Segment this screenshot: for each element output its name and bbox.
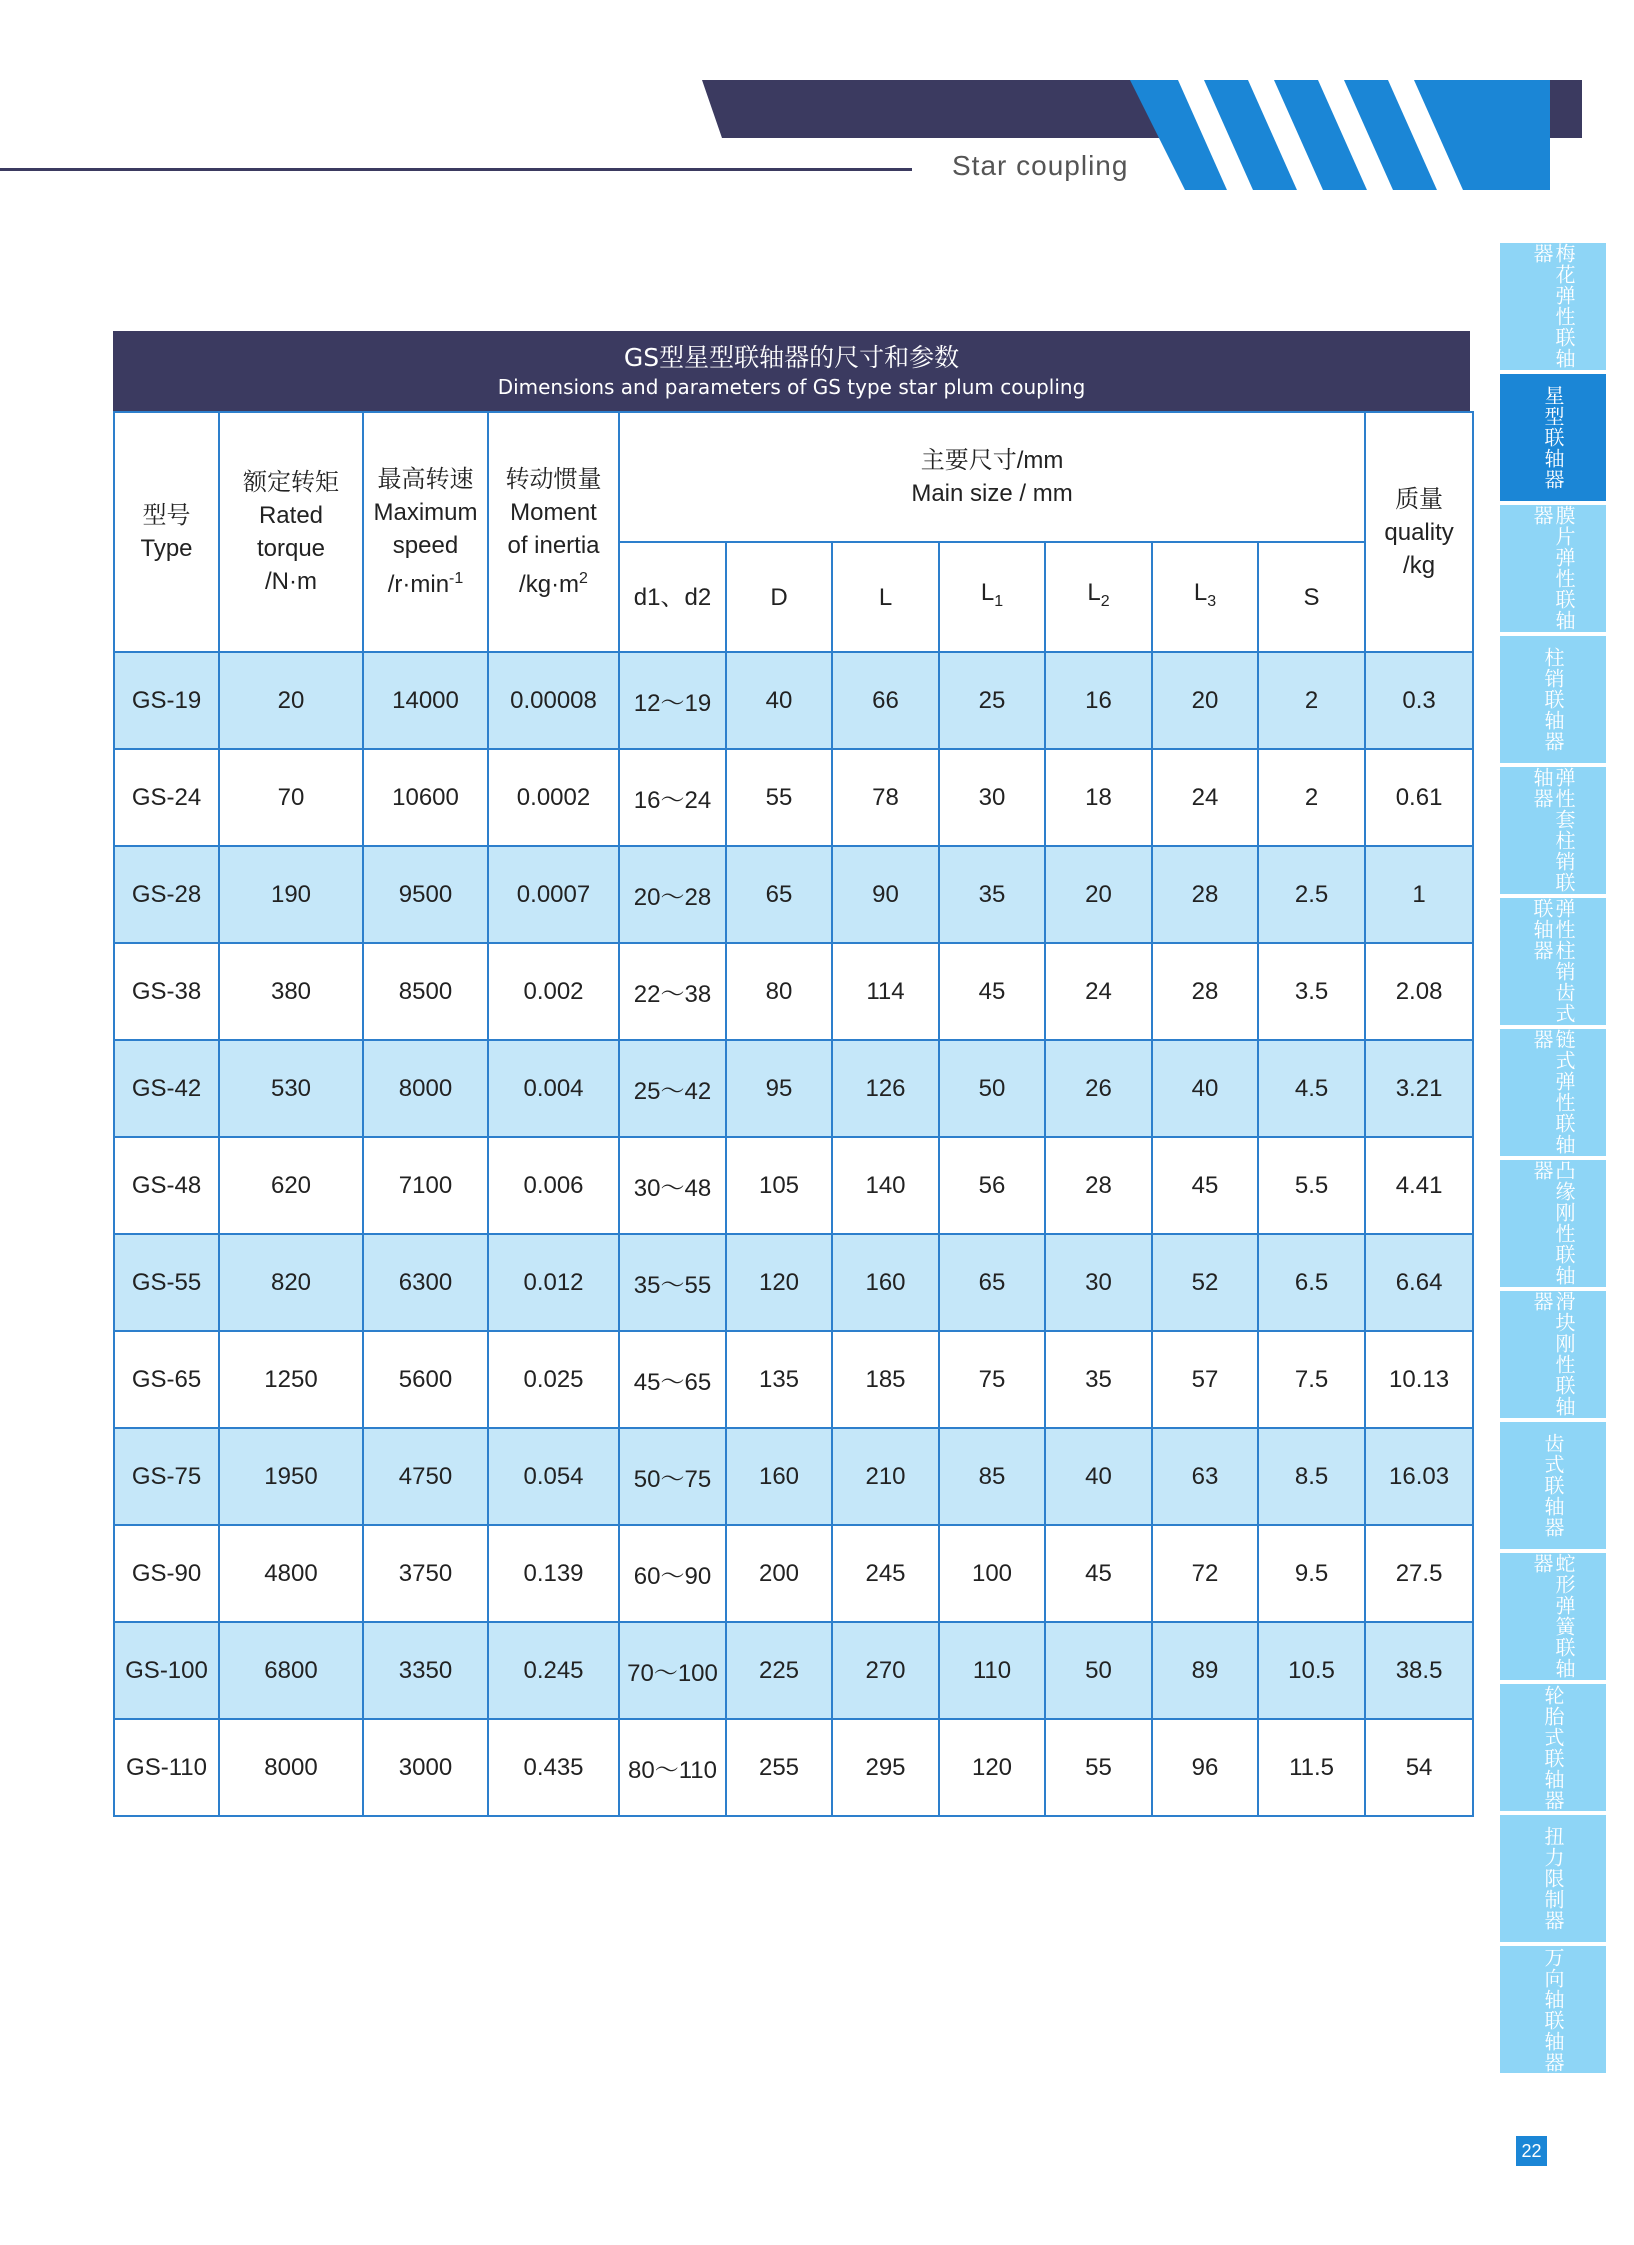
table-cell: 80～110 bbox=[619, 1719, 726, 1816]
table-cell: 4.5 bbox=[1258, 1040, 1365, 1137]
table-cell: 85 bbox=[939, 1428, 1045, 1525]
table-cell: 72 bbox=[1152, 1525, 1258, 1622]
table-cell: 66 bbox=[832, 652, 939, 749]
sidebar-tab-label: 膜片弹性联轴器 bbox=[1530, 505, 1576, 631]
table-cell: 20 bbox=[219, 652, 363, 749]
sidebar-tab[interactable] bbox=[1500, 1291, 1606, 1418]
table-cell: 11.5 bbox=[1258, 1719, 1365, 1816]
sidebar-tab-label: 弹性套柱销联轴器 bbox=[1530, 767, 1576, 893]
table-cell: 30 bbox=[939, 749, 1045, 846]
table-cell: GS-24 bbox=[114, 749, 219, 846]
table-cell: 30～48 bbox=[619, 1137, 726, 1234]
table-cell: 7100 bbox=[363, 1137, 488, 1234]
table-cell: 20 bbox=[1045, 846, 1152, 943]
table-cell: 95 bbox=[726, 1040, 832, 1137]
table-cell: 3.21 bbox=[1365, 1040, 1473, 1137]
sidebar-tab-label: 凸缘刚性联轴器 bbox=[1530, 1160, 1576, 1286]
table-cell: 10600 bbox=[363, 749, 488, 846]
table-cell: 2 bbox=[1258, 749, 1365, 846]
header-rule bbox=[0, 168, 912, 171]
table-cell: 140 bbox=[832, 1137, 939, 1234]
table-cell: 16～24 bbox=[619, 749, 726, 846]
table-row bbox=[114, 1719, 1473, 1816]
table-cell: 6.64 bbox=[1365, 1234, 1473, 1331]
table-cell: 9.5 bbox=[1258, 1525, 1365, 1622]
table-cell: 0.002 bbox=[488, 943, 619, 1040]
sidebar-tab-label: 轮胎式联轴器 bbox=[1541, 1684, 1565, 1811]
sidebar-tab[interactable] bbox=[1500, 374, 1606, 501]
table-cell: 70 bbox=[219, 749, 363, 846]
header-max-speed: 最高转速 Maximum speed $/r\cdot\min^{-1}$ bbox=[363, 412, 488, 652]
table-cell: 160 bbox=[832, 1234, 939, 1331]
table-cell: 295 bbox=[832, 1719, 939, 1816]
table-title bbox=[113, 331, 1470, 411]
header-L2: $L_2$ bbox=[1045, 542, 1152, 652]
table-cell: 65 bbox=[939, 1234, 1045, 1331]
sidebar-tab[interactable] bbox=[1500, 636, 1606, 763]
table-cell: 18 bbox=[1045, 749, 1152, 846]
table-row bbox=[114, 1525, 1473, 1622]
table-cell: 100 bbox=[939, 1525, 1045, 1622]
table-cell: GS-110 bbox=[114, 1719, 219, 1816]
table-cell: 55 bbox=[1045, 1719, 1152, 1816]
header-moment-of-inertia: 转动惯量 Moment of inertia $/kg\cdot m^2$ bbox=[488, 412, 619, 652]
table-cell: 30 bbox=[1045, 1234, 1152, 1331]
table-row bbox=[114, 1622, 1473, 1719]
table-cell: 25～42 bbox=[619, 1040, 726, 1137]
table-cell: 0.025 bbox=[488, 1331, 619, 1428]
table-cell: 225 bbox=[726, 1622, 832, 1719]
table-cell: 22～38 bbox=[619, 943, 726, 1040]
header-mass: 质量 quality /kg bbox=[1365, 412, 1473, 652]
table-cell: 2.5 bbox=[1258, 846, 1365, 943]
table-cell: 4.41 bbox=[1365, 1137, 1473, 1234]
category-tabs bbox=[1500, 243, 1606, 2077]
table-row bbox=[114, 943, 1473, 1040]
table-cell: 55 bbox=[726, 749, 832, 846]
table-row bbox=[114, 652, 1473, 749]
table-cell: 16 bbox=[1045, 652, 1152, 749]
sidebar-tab[interactable] bbox=[1500, 898, 1606, 1025]
table-cell: 28 bbox=[1152, 943, 1258, 1040]
table-cell: 40 bbox=[726, 652, 832, 749]
table-cell: 20 bbox=[1152, 652, 1258, 749]
table-cell: GS-55 bbox=[114, 1234, 219, 1331]
table-cell: 12～19 bbox=[619, 652, 726, 749]
sidebar-tab-label: 星型联轴器 bbox=[1541, 385, 1565, 490]
table-cell: 9500 bbox=[363, 846, 488, 943]
table-cell: 380 bbox=[219, 943, 363, 1040]
table-cell: GS-65 bbox=[114, 1331, 219, 1428]
table-cell: 0.004 bbox=[488, 1040, 619, 1137]
header-L1: $L_1$ bbox=[939, 542, 1045, 652]
table-cell: 25 bbox=[939, 652, 1045, 749]
table-cell: 105 bbox=[726, 1137, 832, 1234]
table-cell: 0.435 bbox=[488, 1719, 619, 1816]
table-cell: 57 bbox=[1152, 1331, 1258, 1428]
table-cell: 3750 bbox=[363, 1525, 488, 1622]
table-cell: 75 bbox=[939, 1331, 1045, 1428]
header-rated-torque: 额定转矩 Rated torque /N·m bbox=[219, 412, 363, 652]
table-cell: 45 bbox=[1045, 1525, 1152, 1622]
header-D: D bbox=[726, 542, 832, 652]
table-cell: 20～28 bbox=[619, 846, 726, 943]
header-type: 型号 Type bbox=[114, 412, 219, 652]
table-cell: 0.3 bbox=[1365, 652, 1473, 749]
table-title-en: Dimensions and parameters of GS type star plum coupling bbox=[497, 375, 1086, 399]
sidebar-tab[interactable] bbox=[1500, 243, 1606, 370]
table-cell: 120 bbox=[939, 1719, 1045, 1816]
table-cell: 35 bbox=[939, 846, 1045, 943]
table-cell: 5.5 bbox=[1258, 1137, 1365, 1234]
sidebar-tab[interactable] bbox=[1500, 1160, 1606, 1287]
table-cell: GS-28 bbox=[114, 846, 219, 943]
table-cell: 0.0007 bbox=[488, 846, 619, 943]
spec-table bbox=[113, 411, 1474, 1817]
table-cell: GS-42 bbox=[114, 1040, 219, 1137]
table-cell: 70～100 bbox=[619, 1622, 726, 1719]
table-cell: 56 bbox=[939, 1137, 1045, 1234]
table-cell: 8.5 bbox=[1258, 1428, 1365, 1525]
table-cell: 2 bbox=[1258, 652, 1365, 749]
table-cell: GS-90 bbox=[114, 1525, 219, 1622]
sidebar-tab-label: 蛇形弹簧联轴器 bbox=[1530, 1553, 1576, 1679]
table-cell: 16.03 bbox=[1365, 1428, 1473, 1525]
table-cell: 0.0002 bbox=[488, 749, 619, 846]
table-cell: GS-19 bbox=[114, 652, 219, 749]
table-cell: 8000 bbox=[363, 1040, 488, 1137]
sidebar-tab-label: 链式弹性联轴器 bbox=[1530, 1029, 1576, 1155]
table-cell: GS-38 bbox=[114, 943, 219, 1040]
table-cell: 10.5 bbox=[1258, 1622, 1365, 1719]
table-cell: 3000 bbox=[363, 1719, 488, 1816]
table-cell: 0.054 bbox=[488, 1428, 619, 1525]
table-cell: 114 bbox=[832, 943, 939, 1040]
table-cell: 5600 bbox=[363, 1331, 488, 1428]
table-cell: 24 bbox=[1152, 749, 1258, 846]
table-cell: 14000 bbox=[363, 652, 488, 749]
table-cell: 50 bbox=[1045, 1622, 1152, 1719]
table-cell: 160 bbox=[726, 1428, 832, 1525]
table-cell: 1 bbox=[1365, 846, 1473, 943]
table-cell: 0.61 bbox=[1365, 749, 1473, 846]
table-cell: 45 bbox=[1152, 1137, 1258, 1234]
table-cell: 6300 bbox=[363, 1234, 488, 1331]
table-cell: 63 bbox=[1152, 1428, 1258, 1525]
table-cell: 28 bbox=[1152, 846, 1258, 943]
table-cell: 45～65 bbox=[619, 1331, 726, 1428]
table-cell: 60～90 bbox=[619, 1525, 726, 1622]
table-cell: 28 bbox=[1045, 1137, 1152, 1234]
table-cell: 0.139 bbox=[488, 1525, 619, 1622]
table-cell: 0.00008 bbox=[488, 652, 619, 749]
table-cell: 26 bbox=[1045, 1040, 1152, 1137]
table-cell: 6.5 bbox=[1258, 1234, 1365, 1331]
header-L3: $L_3$ bbox=[1152, 542, 1258, 652]
sidebar-tab[interactable] bbox=[1500, 1029, 1606, 1156]
table-row bbox=[114, 846, 1473, 943]
header-S: S bbox=[1258, 542, 1365, 652]
table-cell: 120 bbox=[726, 1234, 832, 1331]
table-cell: 2.08 bbox=[1365, 943, 1473, 1040]
sidebar-tab-label: 滑块刚性联轴器 bbox=[1530, 1291, 1576, 1417]
sidebar-tab[interactable] bbox=[1500, 1946, 1606, 2073]
sidebar-tab[interactable] bbox=[1500, 767, 1606, 894]
table-cell: 52 bbox=[1152, 1234, 1258, 1331]
table-cell: 7.5 bbox=[1258, 1331, 1365, 1428]
table-cell: 10.13 bbox=[1365, 1331, 1473, 1428]
table-cell: 35～55 bbox=[619, 1234, 726, 1331]
table-cell: 3350 bbox=[363, 1622, 488, 1719]
table-cell: 0.006 bbox=[488, 1137, 619, 1234]
table-cell: 50 bbox=[939, 1040, 1045, 1137]
sidebar-tab[interactable] bbox=[1500, 505, 1606, 632]
table-cell: 820 bbox=[219, 1234, 363, 1331]
table-cell: 270 bbox=[832, 1622, 939, 1719]
table-row bbox=[114, 749, 1473, 846]
table-cell: 40 bbox=[1152, 1040, 1258, 1137]
sidebar-tab-label: 弹性柱销齿式联轴器 bbox=[1530, 898, 1576, 1024]
table-cell: 89 bbox=[1152, 1622, 1258, 1719]
table-cell: 530 bbox=[219, 1040, 363, 1137]
table-cell: 96 bbox=[1152, 1719, 1258, 1816]
table-cell: 126 bbox=[832, 1040, 939, 1137]
table-cell: 45 bbox=[939, 943, 1045, 1040]
table-cell: 78 bbox=[832, 749, 939, 846]
sidebar-tab-label: 梅花弹性联轴器 bbox=[1530, 243, 1576, 369]
table-cell: 620 bbox=[219, 1137, 363, 1234]
table-cell: 245 bbox=[832, 1525, 939, 1622]
page-number: 22 bbox=[1516, 2136, 1547, 2166]
sidebar-tab[interactable] bbox=[1500, 1553, 1606, 1680]
table-cell: 24 bbox=[1045, 943, 1152, 1040]
table-row bbox=[114, 1331, 1473, 1428]
table-title-zh: GS型星型联轴器的尺寸和参数 bbox=[623, 343, 960, 372]
table-cell: 0.012 bbox=[488, 1234, 619, 1331]
table-cell: 6800 bbox=[219, 1622, 363, 1719]
table-cell: 8500 bbox=[363, 943, 488, 1040]
table-cell: 190 bbox=[219, 846, 363, 943]
header-main-size: 主要尺寸/mm Main size / mm bbox=[619, 412, 1365, 542]
table-cell: 4800 bbox=[219, 1525, 363, 1622]
table-cell: 90 bbox=[832, 846, 939, 943]
header-L: L bbox=[832, 542, 939, 652]
table-cell: 80 bbox=[726, 943, 832, 1040]
sidebar-tab-label: 齿式联轴器 bbox=[1541, 1433, 1565, 1538]
table-cell: 185 bbox=[832, 1331, 939, 1428]
table-cell: 38.5 bbox=[1365, 1622, 1473, 1719]
table-cell: 35 bbox=[1045, 1331, 1152, 1428]
sidebar-tab-label: 柱销联轴器 bbox=[1541, 647, 1565, 752]
table-cell: GS-48 bbox=[114, 1137, 219, 1234]
table-row bbox=[114, 1040, 1473, 1137]
sidebar-tab[interactable] bbox=[1500, 1422, 1606, 1549]
table-cell: 27.5 bbox=[1365, 1525, 1473, 1622]
table-row bbox=[114, 1137, 1473, 1234]
table-cell: 3.5 bbox=[1258, 943, 1365, 1040]
table-cell: GS-100 bbox=[114, 1622, 219, 1719]
table-cell: 255 bbox=[726, 1719, 832, 1816]
table-cell: 50～75 bbox=[619, 1428, 726, 1525]
table-row bbox=[114, 1234, 1473, 1331]
table-cell: 200 bbox=[726, 1525, 832, 1622]
table-cell: 40 bbox=[1045, 1428, 1152, 1525]
sidebar-tab[interactable] bbox=[1500, 1684, 1606, 1811]
table-cell: 0.245 bbox=[488, 1622, 619, 1719]
table-cell: 210 bbox=[832, 1428, 939, 1525]
table-row bbox=[114, 1428, 1473, 1525]
table-cell: 1950 bbox=[219, 1428, 363, 1525]
sidebar-tab-label: 扭力限制器 bbox=[1541, 1826, 1565, 1931]
table-cell: 110 bbox=[939, 1622, 1045, 1719]
sidebar-tab-label: 万向轴联轴器 bbox=[1541, 1946, 1565, 2073]
section-title: Star coupling bbox=[952, 150, 1129, 181]
table-cell: 135 bbox=[726, 1331, 832, 1428]
sidebar-tab[interactable] bbox=[1500, 1815, 1606, 1942]
table-cell: 54 bbox=[1365, 1719, 1473, 1816]
table-cell: GS-75 bbox=[114, 1428, 219, 1525]
table-cell: 8000 bbox=[219, 1719, 363, 1816]
header-d1-d2: d1、d2 bbox=[619, 542, 726, 652]
table-cell: 4750 bbox=[363, 1428, 488, 1525]
table-cell: 1250 bbox=[219, 1331, 363, 1428]
table-cell: 65 bbox=[726, 846, 832, 943]
